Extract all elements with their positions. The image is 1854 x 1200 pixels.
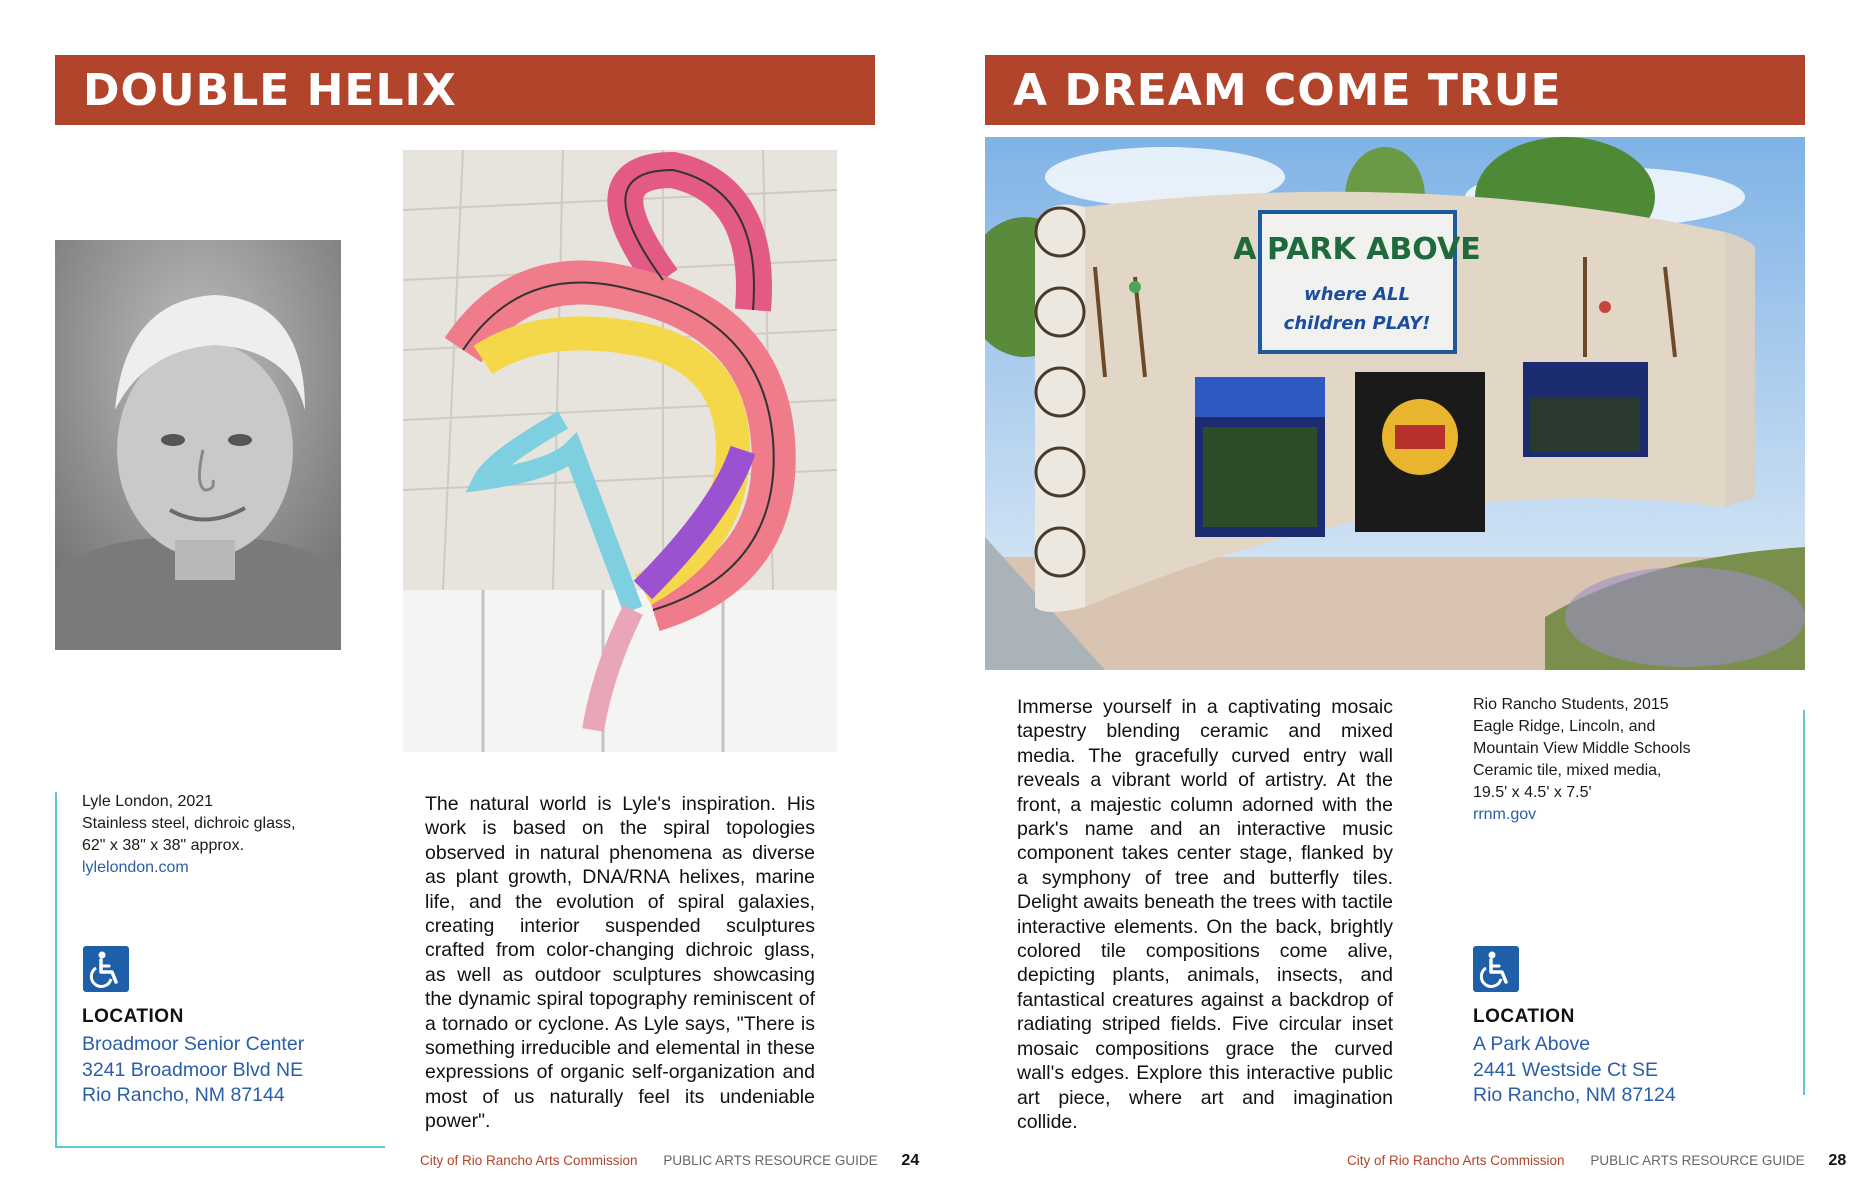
wheelchair-accessible-icon xyxy=(83,946,129,992)
artist-website-link[interactable]: lylelondon.com xyxy=(82,859,189,876)
mural-sign-line1: A PARK ABOVE xyxy=(1233,232,1481,267)
footer-guide-title: PUBLIC ARTS RESOURCE GUIDE xyxy=(663,1153,878,1168)
location-heading: LOCATION xyxy=(1473,1006,1575,1027)
location-name: Broadmoor Senior Center xyxy=(82,1033,305,1055)
accent-line-vertical xyxy=(55,792,57,1148)
caption-schools-line2: Mountain View Middle Schools xyxy=(1473,740,1691,757)
page-footer xyxy=(420,1152,919,1170)
caption-schools-line1: Eagle Ridge, Lincoln, and xyxy=(1473,718,1656,735)
artist-portrait-photo xyxy=(55,240,341,650)
artist-website-link[interactable]: rrnm.gov xyxy=(1473,806,1537,823)
page-title: A DREAM COME TRUE xyxy=(985,55,1805,125)
location-name: A Park Above xyxy=(1473,1033,1591,1055)
mural-sign-line3: children PLAY! xyxy=(1283,313,1431,334)
caption-dimensions: 62" x 38" x 38" approx. xyxy=(82,837,245,854)
caption-materials: Stainless steel, dichroic glass, xyxy=(82,815,296,832)
page-footer xyxy=(1347,1152,1846,1170)
mosaic-mural-photo xyxy=(985,137,1805,670)
footer-org: City of Rio Rancho Arts Commission xyxy=(420,1153,638,1168)
location-heading: LOCATION xyxy=(82,1006,184,1027)
mural-sign-line2: where ALL xyxy=(1304,284,1410,305)
right-page xyxy=(927,0,1854,1200)
accent-line-vertical xyxy=(1803,710,1805,1095)
page-number: 24 xyxy=(901,1152,920,1169)
artwork-description: Immerse yourself in a captivating mosaic tapestry blending ceramic and mixed media. The gracefully curved entry wall reveals a vibrant world of artistry. At the front, a majestic column adorned with the park's name and an interactive music component takes center stage, flanked by a symphony of tree and butterfly tiles. Delight awaits beneath the trees with tactile interactive elements. On the back, brightly colored tile compositions come alive, depicting plants, animals, insects, and fantastical creatures against a backdrop of radiating striped fields. Five circular inset mosaic compositions grace the curved wall's edges. Explore this interactive public art piece, where art and imagination collide. xyxy=(1017,696,1393,1133)
location-block xyxy=(82,1006,304,1109)
page-number: 28 xyxy=(1828,1152,1847,1169)
caption-dimensions: 19.5' x 4.5' x 7.5' xyxy=(1473,784,1592,801)
caption-materials: Ceramic tile, mixed media, xyxy=(1473,762,1662,779)
double-helix-sculpture-photo xyxy=(403,150,837,752)
artwork-description: The natural world is Lyle's inspiration. His work is based on the spiral topologies observed in natural phenomena as diverse as plant growth, DNA/RNA helixes, marine life, and the evolution of spiral galaxies, creating interior suspended sculptures crafted from color-changing dichroic glass, as well as outdoor sculptures showcasing the dynamic spiral topography reminiscent of a tornado or cyclone. As Lyle says, "There is something irreducible and elemental in these expressions of organic self-organization and most of us naturally feel its undeniable power". xyxy=(425,793,815,1133)
footer-org: City of Rio Rancho Arts Commission xyxy=(1347,1153,1565,1168)
accent-line-horizontal xyxy=(55,1146,385,1148)
location-city: Rio Rancho, NM 87124 xyxy=(1473,1084,1676,1106)
wheelchair-accessible-icon xyxy=(1473,946,1519,992)
page-title: DOUBLE HELIX xyxy=(55,55,875,125)
artwork-caption xyxy=(82,791,295,879)
footer-guide-title: PUBLIC ARTS RESOURCE GUIDE xyxy=(1590,1153,1805,1168)
caption-artist: Rio Rancho Students, 2015 xyxy=(1473,696,1669,713)
artwork-caption xyxy=(1473,694,1691,826)
location-street: 3241 Broadmoor Blvd NE xyxy=(82,1058,304,1081)
location-block xyxy=(1473,1006,1676,1109)
caption-artist: Lyle London, 2021 xyxy=(82,793,214,810)
location-city: Rio Rancho, NM 87144 xyxy=(82,1084,285,1106)
location-street: 2441 Westside Ct SE xyxy=(1473,1058,1658,1081)
